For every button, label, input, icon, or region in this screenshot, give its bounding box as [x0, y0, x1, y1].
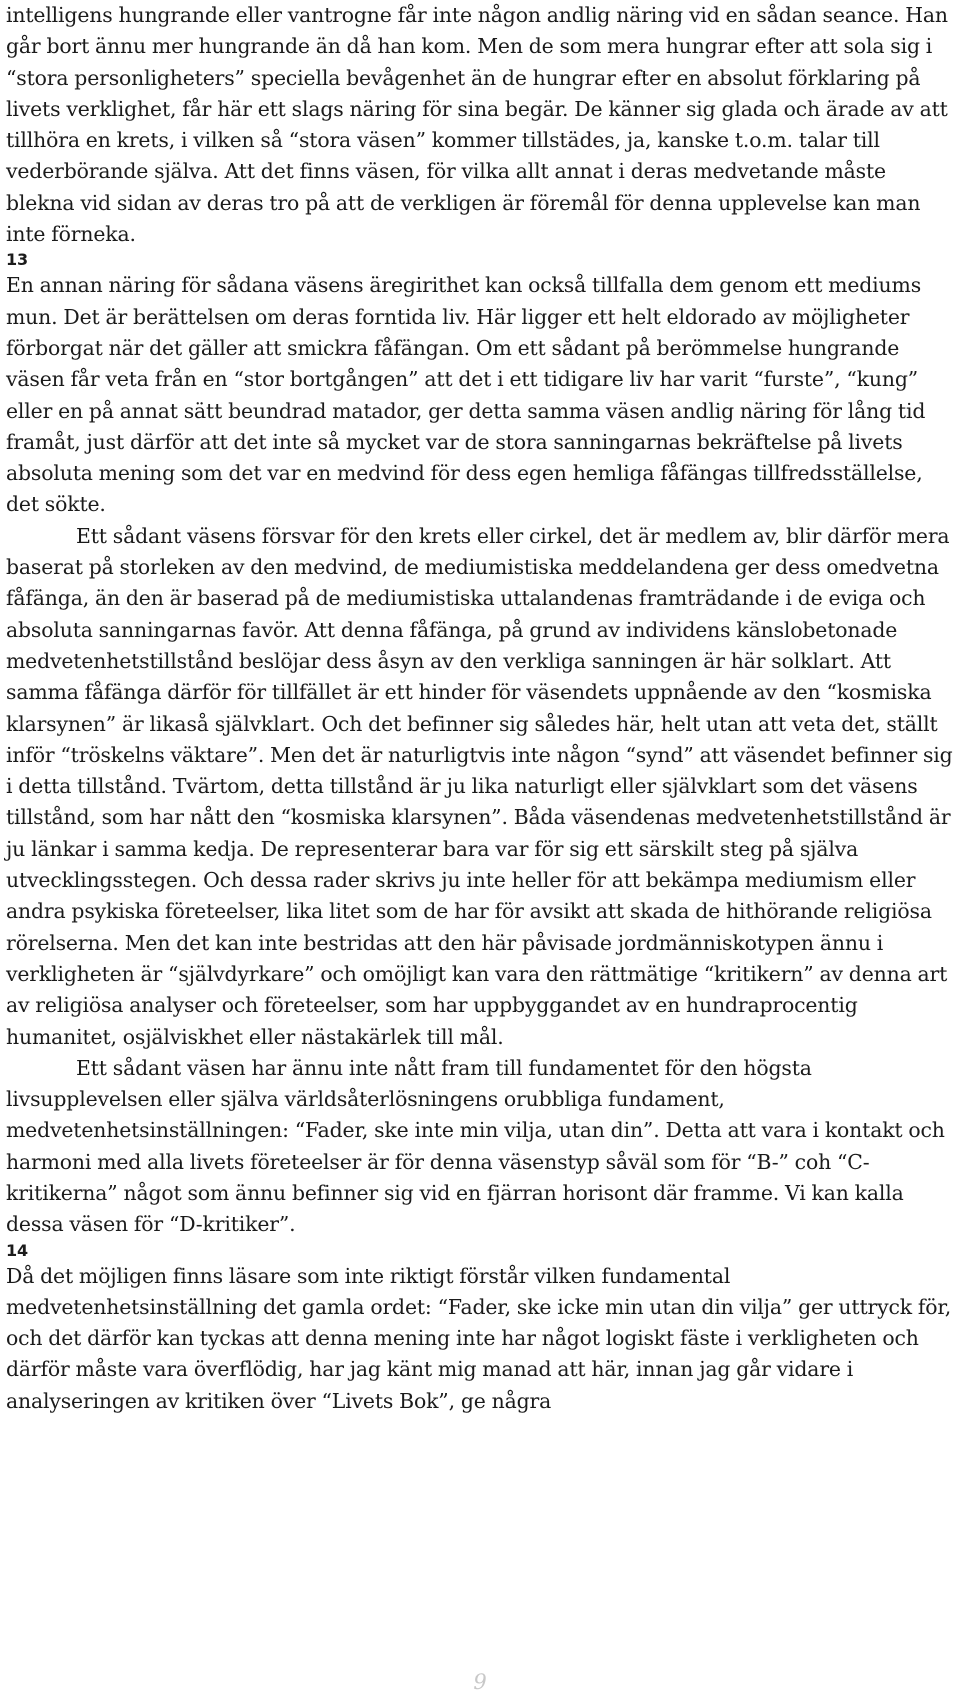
paragraph-5: Då det möjligen finns läsare som inte riktigt förstår vilken fundamental medvetenhetsinställning det gamla ordet: “Fader, ske icke min utan din vilja” ger uttryck för, och det därför kan tyckas att denna mening inte har något logiskt fäste i verkligheten och därför måste vara överflödig, har jag känt mig manad att här, innan jag går vidare i analyseringen av kritiken över “Livets Bok”, ge några — [6, 1263, 952, 1413]
paragraph-2: En annan näring för sådana väsens äregirithet kan också tillfalla dem genom ett mediums mun. Det är berättelsen om deras forntida liv. Här ligger ett helt eldorado av möjligheter förborgat när det gäller att smickra fåfängan. Om ett sådant på berömmelse hungrande väsen får veta från en “stor bortgången” att det i ett tidigare liv har varit “furste”, “kung” eller en på annat sätt beundrad matador, ger detta samma väsen andlig näring för lång tid framåt, just därför att det inte så mycket var de stora sanningarnas bekräftelse på livets absoluta mening som det var en medvind för dess egen hemliga fåfängas tillfredsställelse, det sökte. — [6, 273, 926, 517]
paragraph-1: intelligens hungrande eller vantrogne får inte någon andlig näring vid en sådan seance. Han går bort ännu mer hungrande än då han kom. Men de som mera hungrar efter att sola sig i “stora personligheters” speciella bevågenhet än de hungrar efter en absolut förklaring på livets verklighet, får här ett slags näring för sina begär. De känner sig glada och ärade av att tillhöra en krets, i vilken så “stora väsen” kommer tillstädes, ja, kanske t.o.m. talar till vederbörande själva. Att det finns väsen, för vilka allt annat i deras medvetande måste blekna vid sidan av deras tro på att de verkligen är föremål för denna upplevelse kan man inte förneka. — [6, 3, 948, 247]
section-heading-13: 13 — [6, 250, 28, 270]
page-number: 9 — [473, 1670, 487, 1694]
body-text — [6, 0, 954, 1417]
paragraph-3: Ett sådant väsens försvar för den krets eller cirkel, det är medlem av, blir därför mera baserat på storleken av den medvind, de mediumistiska meddelandena ger dess omedvetna fåfänga, än den är baserad på de mediumistiska uttalandenas framträdande i de eviga och absoluta sanningarnas favör. Att denna fåfänga, på grund av individens känslobetonade medvetenhetstillstånd beslöjar dess åsyn av den verkliga sanningen är här solklart. Att samma fåfänga därför för tillfället är ett hinder för väsendets uppnående av den “kosmiska klarsynen” är likaså självklart. Och det befinner sig således här, helt utan att veta det, ställt inför “tröskelns väktare”. Men det är naturligtvis inte någon “synd” att väsendet befinner sig i detta tillstånd. Tvärtom, detta tillstånd är ju lika naturligt eller självklart som det väsens tillstånd, som har nått den “kosmiska klarsynen”. Båda väsendenas medvetenhetstillstånd är ju länkar i samma kedja. De representerar bara var för sig ett särskilt steg på själva utvecklingsstegen. Och dessa rader skrivs ju inte heller för att bekämpa mediumism eller andra psykiska företeelser, lika litet som de har för avsikt att skada de hithörande religiösa rörelserna. Men det kan inte bestridas att den här påvisade jordmänniskotypen ännu i verkligheten är “självdyrkare” och omöjligt kan vara den rättmätige “kritikern” av denna art av religiösa analyser och företeelser, som har uppbyggandet av en hundraprocentig humanitet, osjälviskhet eller nästakärlek till mål. — [6, 523, 953, 1049]
paragraph-4: Ett sådant väsen har ännu inte nått fram till fundamentet för den högsta livsupplevelsen eller själva världsåterlösningens orubbliga fundament, medvetenhetsinställningen: “Fader, ske inte min vilja, utan din”. Detta att vara i kontakt och harmoni med alla livets företeelser är för denna väsenstyp såväl som för “B-” coh “C-kritikerna” något som ännu befinner sig vid en fjärran horisont där framme. Vi kan kalla dessa väsen för “D-kritiker”. — [6, 1055, 945, 1237]
section-heading-14: 14 — [6, 1240, 28, 1260]
